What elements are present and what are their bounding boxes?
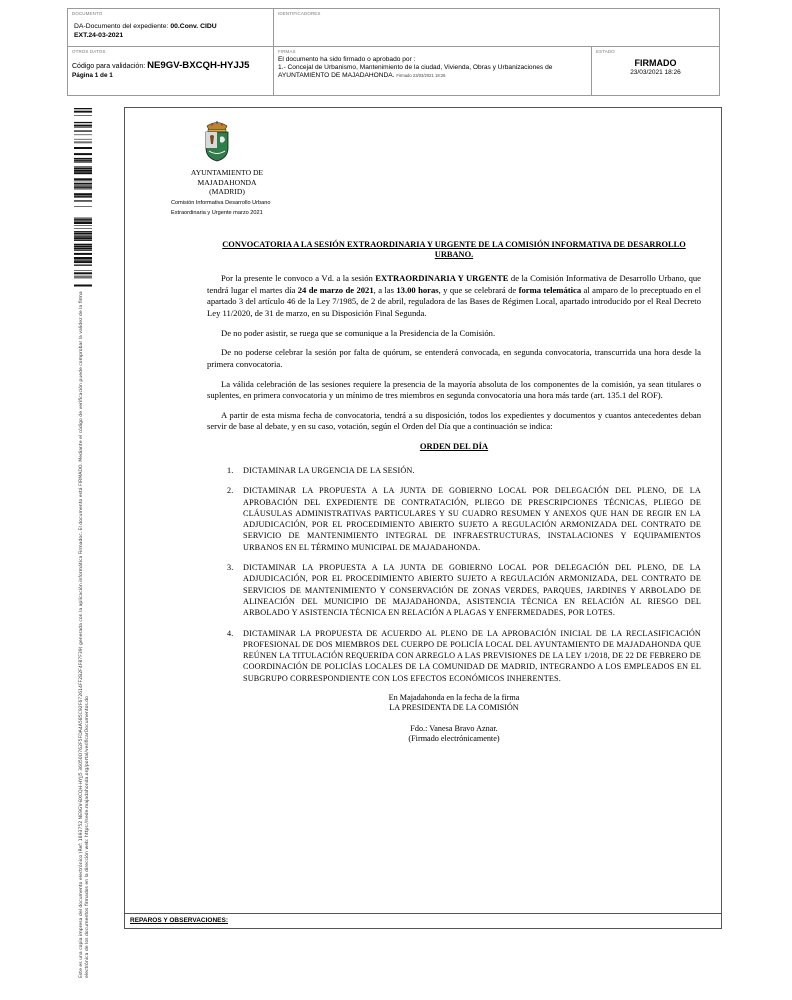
firmas-timestamp: Firmado 23/03/2021 18:26 bbox=[396, 73, 446, 79]
firmas-label: FIRMAS bbox=[278, 49, 296, 54]
sign-place-date: En Majadahonda en la fecha de la firma bbox=[388, 693, 520, 703]
sign-name: Fdo.: Vanesa Bravo Aznar. bbox=[410, 723, 498, 733]
letterhead bbox=[167, 168, 287, 197]
reparos-observaciones bbox=[125, 913, 721, 928]
expediente-value: 00.Conv. CIDU bbox=[170, 23, 217, 30]
estado-value: FIRMADO bbox=[634, 58, 677, 68]
paragraph-celebracion: La válida celebración de las sesiones requiere la presencia de la mayoría absoluta de los componentes de la comisión, ya sean titulares o suplentes, en primera convocatoria y un mínimo de tres miembros en segunda convocatoria una hora más tarde (art. 135.1 del ROF). bbox=[207, 378, 701, 401]
identificadores-cell bbox=[274, 9, 719, 46]
estado-date: 23/03/2021 18:26 bbox=[630, 69, 681, 76]
firmas-cell bbox=[274, 47, 592, 95]
commission-name: Comisión Informativa Desarrollo Urbano bbox=[171, 200, 271, 206]
barcode-icon bbox=[74, 108, 92, 288]
paragraph-asistencia: De no poder asistir, se ruega que se comunique a la Presidencia de la Comisión. bbox=[221, 327, 496, 338]
page-count: Página 1 de 1 bbox=[72, 72, 113, 79]
estado-cell bbox=[592, 47, 719, 95]
document-page bbox=[124, 107, 722, 929]
firmas-line1: El documento ha sido firmado o aprobado por : bbox=[278, 56, 416, 63]
session-name: Extraordinaria y Urgente marzo 2021 bbox=[171, 209, 263, 216]
expediente-code: EXT.24-03-2021 bbox=[74, 31, 124, 39]
letterhead-sub bbox=[167, 199, 307, 218]
agenda-item: 1. DICTAMINAR LA URGENCIA DE LA SESIÓN. bbox=[227, 465, 415, 475]
document-body bbox=[207, 240, 701, 744]
org-line3: (MADRID) bbox=[209, 187, 245, 197]
identificadores-label: IDENTIFICADORES bbox=[278, 11, 321, 16]
orden-del-dia-title: ORDEN DEL DÍA bbox=[419, 441, 489, 452]
paragraph-quorum: De no poderse celebrar la sesión por falta de quórum, se entenderá convocada, en segunda convocatoria, transcurrida una hora desde la primera convocatoria. bbox=[207, 347, 701, 369]
documento-cell bbox=[68, 9, 274, 46]
estado-label: ESTADO bbox=[596, 49, 615, 54]
agenda-item: 3. DICTAMINAR LA PROPUESTA A LA JUNTA DE GOBIERNO LOCAL POR DELEGACIÓN DEL PLENO, DE LA ADJUDICACIÓN, POR EL PROCEDIMIENTO ABIERTO SUJETO A REGULACIÓN ARMONIZADA, DEL CONTRATO DE SERVICIOS DE MANTENIMIENTO Y CONSERVACIÓN DE ZONAS VERDES, PARQUES, JARDINES Y ARBOLADO DE ALINEACIÓN DEL MUNICIPIO DE MAJADAHONDA, ASISTENCIA TÉCNICA EN RELACIÓN AL RIESGO DEL ARBOLADO Y ASISTENCIA TÉCNICA EN RELACIÓN A PLAGAS Y ENFERMEDADES, POR LOTES. bbox=[227, 563, 701, 618]
paragraph-expedientes: A partir de esta misma fecha de convocatoria, tendrá a su disposición, todos los expedientes y documentos y cuantos antecedentes deban servir de base al debate, y en su caso, votación, según el Orden del Día que a continuación se indica: bbox=[207, 410, 701, 432]
sign-role: LA PRESIDENTA DE LA COMISIÓN bbox=[389, 703, 519, 713]
codigo-validacion-value: NE9GV-BXCQH-HYJJ5 bbox=[147, 60, 250, 71]
otros-datos-cell bbox=[68, 47, 274, 95]
otros-datos-label: OTROS DATOS bbox=[72, 49, 106, 54]
codigo-validacion-label: Código para validación: bbox=[72, 63, 148, 70]
reparos-label: REPAROS Y OBSERVACIONES: bbox=[130, 917, 229, 924]
paragraph-convocatoria: Por la presente le convoco a Vd. a la sesión EXTRAORDINARIA Y URGENTE de la Comisión Informativa de Desarrollo Urbano, que tendrá lugar el martes día 24 de marzo de 2021, a las 13.00 horas, y que se celebrará de forma telemática al amparo de lo preceptuado en el apartado 3 del artículo 46 de la Ley 7/1985, de 2 de abril, reguladora de las Bases de Régimen Local, apartado introducido por el Real Decreto Ley 11/2020, de 31 de marzo, en su Disposición Final Segunda. bbox=[207, 273, 701, 318]
coat-of-arms-icon bbox=[201, 118, 233, 162]
agenda-item: 2. DICTAMINAR LA PROPUESTA A LA JUNTA DE GOBIERNO LOCAL POR DELEGACIÓN DEL PLENO, DE LA APROBACIÓN DEL EXPEDIENTE DE CONTRATACIÓN, PLIEGO DE PRESCRIPCIONES TÉCNICAS, PLIEGO DE CLÁUSULAS ADMINISTRATIVAS PARTICULARES Y SU CUADRO RESUMEN Y ANEXOS QUE HAN DE REGIR EN LA ADJUDICACIÓN, POR EL PROCEDIMIENTO ABIERTO SUJETO A REGULACIÓN ARMONIZADA DEL CONTRATO DE SERVICIO DE MANTENIMIENTO INTEGRAL DE INFRAESTRUCTURAS, INSTALACIONES Y EQUIPAMIENTOS URBANOS EN EL TÉRMINO MUNICIPAL DE MAJADAHONDA. bbox=[227, 486, 701, 552]
sign-electronic: (Firmado electrónicamente) bbox=[408, 733, 500, 743]
firmas-signer: 1.- Concejal de Urbanismo, Mantenimiento de la ciudad, Vivienda, Obras y Urbanizaciones de AYUNTAMIENTO DE MAJADAHONDA. bbox=[278, 64, 553, 80]
org-line2: MAJADAHONDA bbox=[197, 177, 257, 187]
org-line1: AYUNTAMIENTO DE bbox=[190, 168, 264, 177]
signature-block bbox=[207, 693, 701, 744]
documento-label: DOCUMENTO bbox=[72, 11, 103, 16]
document-header bbox=[67, 8, 720, 96]
expediente-prefix: DA-Documento del expediente: bbox=[74, 23, 171, 30]
verification-side-note: Este es una copia impresa del documento electrónico (Ref: 1693752 NE9GV-BXCQH-HYJJ5 36050D762F5FDA4A585C92F672614FF2B2F4F87F39) generada con la aplicación informática Firmadoc. El documento está FIRMADO. Mediante el código de verificación puede comprobar la validez de la firma electrónica de los documentos firmados en la dirección web: https://sede.majadahonda.org/portal/verificarDocumentos.do bbox=[79, 291, 91, 978]
agenda-item: 4. DICTAMINAR LA PROPUESTA DE ACUERDO AL PLENO DE LA APROBACIÓN INICIAL DE LA RECLASIFICACIÓN PROFESIONAL DE DOS MIEMBROS DEL CUERPO DE POLICÍA LOCAL DEL AYUNTAMIENTO DE MAJADAHONDA QUE REÚNEN LA TITULACIÓN REQUERIDA CON ARREGLO A LAS PREVISIONES DE LA LEY 1/2018, DE 22 DE FEBRERO DE COORDINACIÓN DE POLICÍAS LOCALES DE LA COMUNIDAD DE MADRID, INTEGRANDO A LOS EMPLEADOS EN EL SUBGRUPO CORRESPONDIENTE CON LOS EFECTOS ECONÓMICOS INHERENTES. bbox=[227, 628, 701, 683]
agenda-list bbox=[207, 465, 701, 684]
document-title: CONVOCATORIA A LA SESIÓN EXTRAORDINARIA Y URGENTE DE LA COMISIÓN INFORMATIVA DE DESARROLLO URBANO. bbox=[222, 240, 686, 260]
